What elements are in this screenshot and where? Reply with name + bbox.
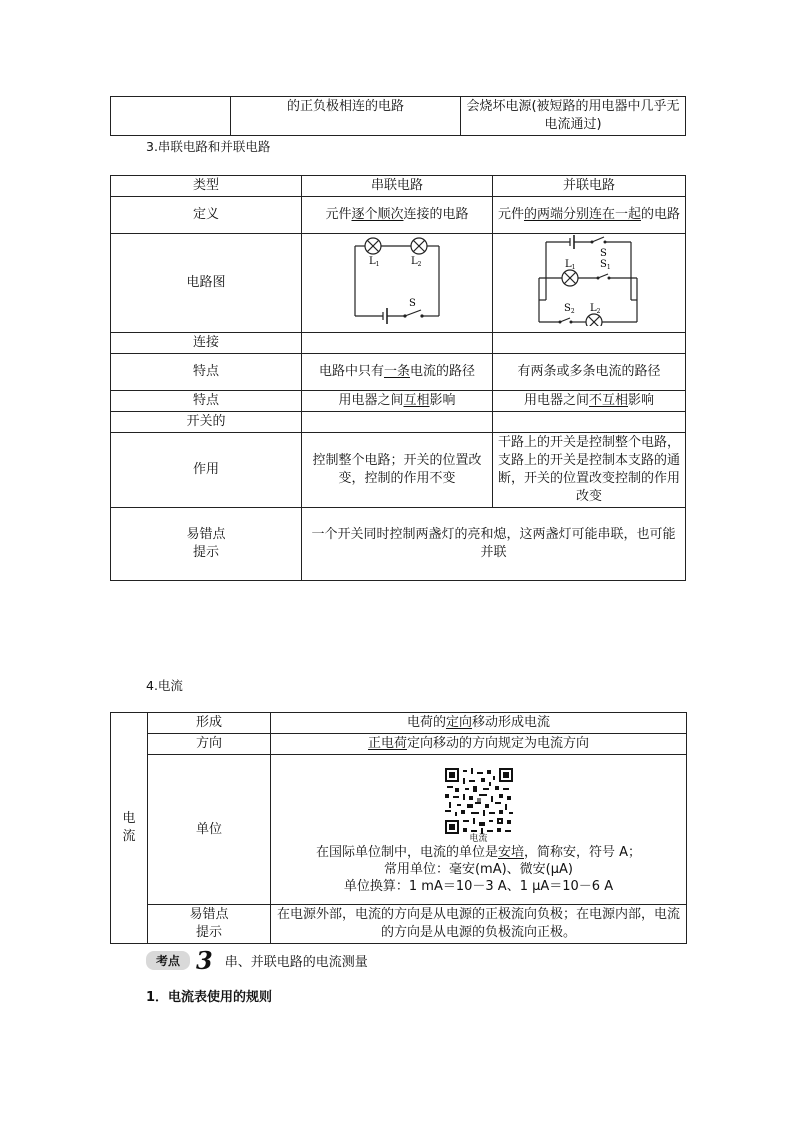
series-role: 控制整个电路；开关的位置改变，控制的作用不变	[302, 433, 493, 508]
kaodian-number: 3	[196, 946, 213, 975]
unit-line-3: 单位换算：1 mA＝10－3 A、1 μA＝10－6 A	[343, 878, 614, 894]
form-answer: 定向	[445, 715, 472, 730]
switch-label: 开关的	[111, 412, 302, 433]
top-table-empty-cell	[111, 97, 231, 136]
unit-answer: 安培	[497, 844, 524, 860]
qr-code-image[interactable]	[445, 768, 513, 834]
unit-line-1: 在国际单位制中，电流的单位是安培，简称安，符号 A；	[315, 844, 642, 860]
parallel-definition-answer: 的两端分别连在一起	[523, 207, 641, 222]
series-feature-answer: 一条	[383, 364, 410, 379]
current-table	[110, 712, 687, 944]
series-definition-answer: 逐个顺次	[351, 207, 404, 222]
form-text: 电荷的定向移动形成电流	[271, 713, 687, 734]
section4-heading: 4.电流	[146, 678, 183, 693]
current-tip-label: 易错点 提示	[148, 905, 271, 944]
current-side-label: 电 流	[111, 713, 148, 944]
direction-answer: 正电荷	[367, 736, 407, 751]
definition-label: 定义	[111, 197, 302, 234]
parallel-device-answer: 不互相	[588, 393, 628, 408]
parallel-switch-blank	[493, 412, 686, 433]
series-l1-label: $L_1$	[368, 256, 379, 268]
series-device: 用电器之间互相影响	[302, 391, 493, 412]
top-table-right-cell: 会烧坏电源(被短路的用电器中几乎无电流通过)	[461, 97, 686, 136]
unit-cell	[271, 755, 687, 905]
parallel-feature: 有两条或多条电流的路径	[493, 354, 686, 391]
parallel-role: 干路上的开关是控制整个电路，支路上的开关是控制本支路的通断，开关的位置改变控制的作用改变	[493, 433, 686, 508]
series-parallel-table	[110, 175, 686, 581]
tip-text: 一个开关同时控制两盏灯的亮和熄，这两盏灯可能串联，也可能并联	[302, 508, 686, 581]
parallel-l1-label: $L_1$	[564, 259, 575, 271]
kaodian-heading	[146, 946, 368, 975]
kaodian-subheading: 1．电流表使用的规则	[146, 990, 273, 1005]
unit-line-2: 常用单位：毫安(mA)、微安(μA)	[383, 861, 573, 877]
series-definition: 元件逐个顺次连接的电路	[302, 197, 493, 234]
series-device-answer: 互相	[403, 393, 430, 408]
series-l2-label: $L_2$	[410, 256, 421, 268]
parallel-connect-cell	[493, 333, 686, 354]
kaodian-badge: 考点	[146, 951, 190, 970]
section3-heading: 3.串联电路和并联电路	[146, 139, 271, 154]
diagram-label: 电路图	[111, 234, 302, 333]
parallel-circuit-diagram	[494, 234, 685, 326]
parallel-definition: 元件的两端分别连在一起的电路	[493, 197, 686, 234]
parallel-l2-label: $L_2$	[589, 303, 600, 315]
unit-label: 单位	[148, 755, 271, 905]
header-parallel: 并联电路	[493, 176, 686, 197]
direction-text: 正电荷定向移动的方向规定为电流方向	[271, 734, 687, 755]
current-tip-text: 在电源外部，电流的方向是从电源的正极流向负极；在电源内部，电流的方向是从电源的负极流向正极。	[271, 905, 687, 944]
qr-caption: 电流	[469, 833, 488, 844]
parallel-diagram-cell	[493, 234, 686, 333]
feature-label-2: 特点	[111, 391, 302, 412]
header-series: 串联电路	[302, 176, 493, 197]
tip-label: 易错点 提示	[111, 508, 302, 581]
top-table-middle-cell: 的正负极相连的电路	[231, 97, 461, 136]
parallel-s-label: S	[599, 248, 607, 259]
header-type: 类型	[111, 176, 302, 197]
connect-label: 连接	[111, 333, 302, 354]
series-circuit-diagram	[303, 234, 492, 326]
series-diagram-cell	[302, 234, 493, 333]
feature-label: 特点	[111, 354, 302, 391]
series-connect-cell	[302, 333, 493, 354]
role-label: 作用	[111, 433, 302, 508]
series-switch-blank	[302, 412, 493, 433]
series-s-label: S	[408, 298, 416, 309]
parallel-s2-label: $S_2$	[563, 303, 575, 315]
form-label: 形成	[148, 713, 271, 734]
parallel-device: 用电器之间不互相影响	[493, 391, 686, 412]
series-feature: 电路中只有一条电流的路径	[302, 354, 493, 391]
direction-label: 方向	[148, 734, 271, 755]
parallel-s1-label: $S_1$	[599, 259, 611, 271]
kaodian-title: 串、并联电路的电流测量	[224, 955, 368, 970]
top-table	[110, 96, 686, 136]
